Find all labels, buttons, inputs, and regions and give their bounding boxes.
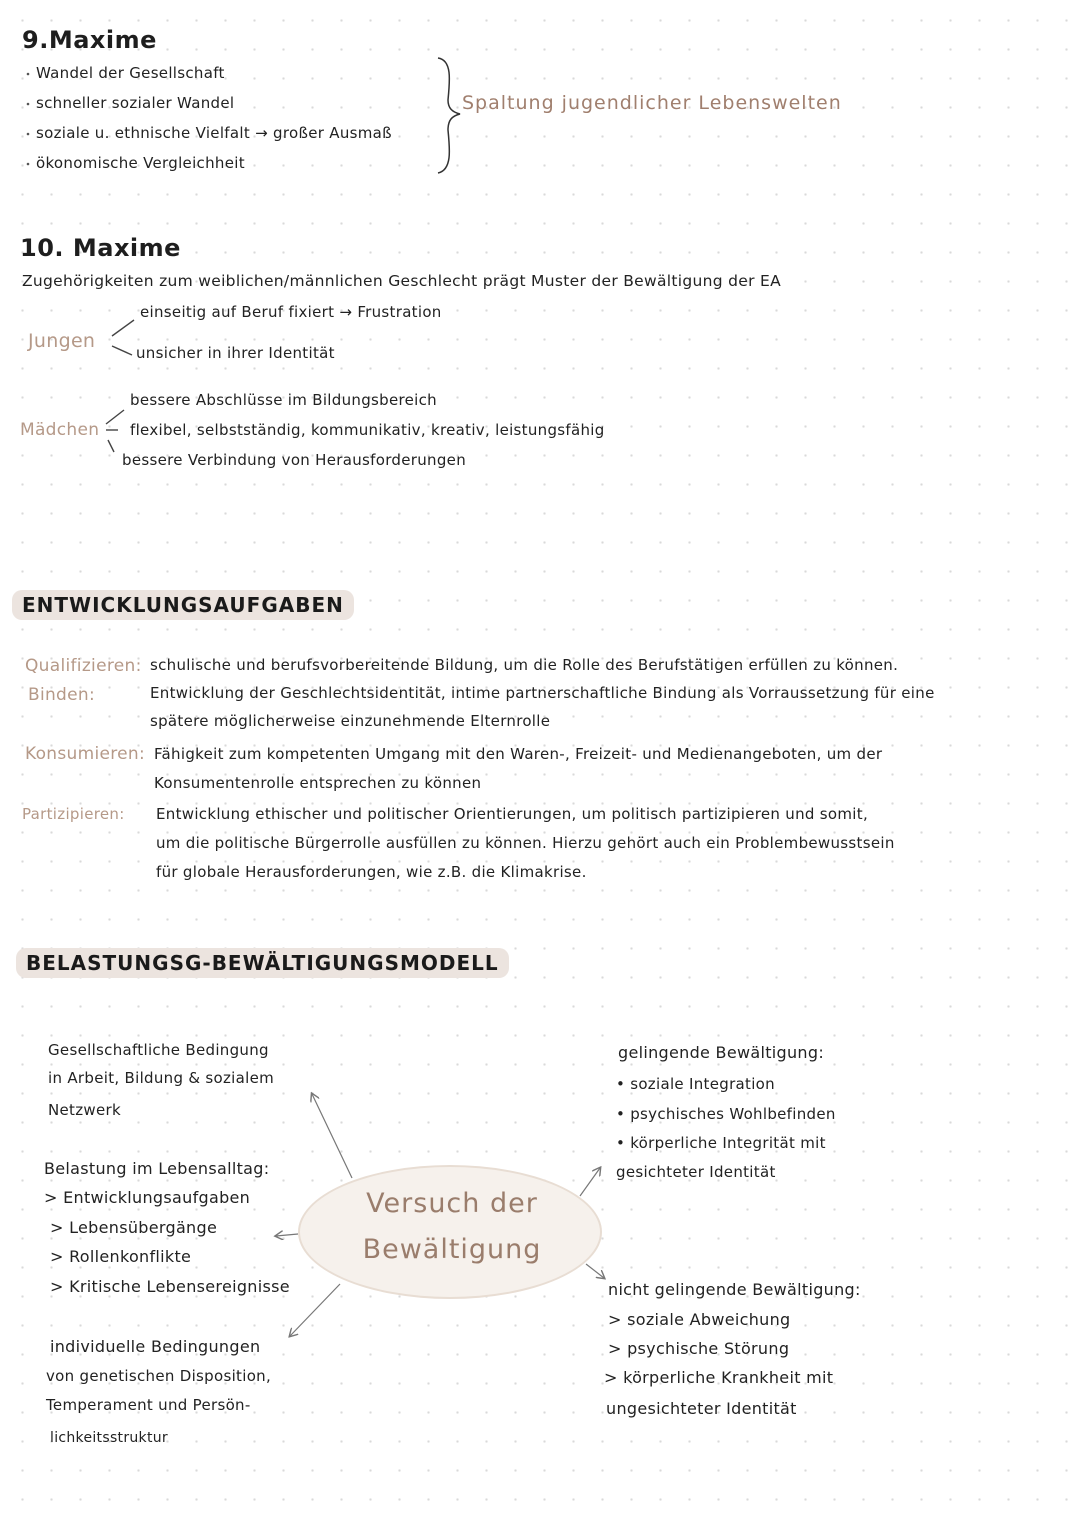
branch-line	[106, 410, 124, 424]
individuell-line: lichkeitsstruktur	[50, 1430, 168, 1446]
definition-line: schulische und berufsvorbereitende Bildung, um die Rolle des Berufstätigen erfüllen zu können.	[150, 656, 899, 674]
maxime9-conclusion: Spaltung jugendlicher Lebenswelten	[462, 92, 842, 114]
belastung-item: > Rollenkonflikte	[50, 1247, 192, 1266]
boys-item: unsicher in ihrer Identität	[136, 344, 335, 362]
gesellschaft-line: Gesellschaftliche Bedingung	[48, 1041, 269, 1059]
definition-line: Fähigkeit zum kompetenten Umgang mit den Waren-, Freizeit- und Medienangeboten, um der	[154, 745, 883, 763]
definition-line: Entwicklung der Geschlechtsidentität, intime partnerschaftliche Bindung als Vorraussetzung für eine	[150, 684, 935, 702]
arrow-up	[312, 1094, 352, 1178]
definition-line: spätere möglicherweise einzunehmende Elternrolle	[150, 712, 551, 730]
bullet	[27, 103, 30, 106]
entwicklung-title: ENTWICKLUNGSAUFGABEN	[12, 590, 354, 620]
branch-line	[112, 320, 134, 336]
arrow-left	[276, 1234, 298, 1236]
branch-line	[112, 346, 132, 355]
term-qualifizieren: Qualifizieren:	[25, 656, 142, 676]
arrow-success	[580, 1168, 600, 1196]
center-text: Versuch der	[366, 1188, 538, 1219]
individuell-line: individuelle Bedingungen	[50, 1337, 261, 1356]
nicht-item: ungesichteter Identität	[606, 1399, 797, 1418]
arrow-failure	[586, 1264, 604, 1278]
nicht-item: > körperliche Krankheit mit	[604, 1368, 834, 1387]
bullet	[27, 133, 30, 136]
maxime9-item: ökonomische Vergleichheit	[36, 154, 245, 172]
definition-line: um die politische Bürgerrolle ausfüllen zu können. Hierzu gehört auch ein Problembewusstsein	[156, 834, 895, 852]
bullet	[27, 163, 30, 166]
girls-item: bessere Verbindung von Herausforderungen	[122, 451, 467, 469]
nicht-item: > psychische Störung	[608, 1339, 790, 1358]
individuell-line: von genetischen Disposition,	[46, 1367, 272, 1385]
nicht-item: > soziale Abweichung	[608, 1310, 791, 1329]
belastung-item: > Lebensübergänge	[50, 1218, 218, 1237]
definition-line: Konsumentenrolle entsprechen zu können	[154, 774, 482, 792]
maxime9-item: soziale u. ethnische Vielfalt → großer Ausmaß	[36, 124, 392, 142]
gelingend-item: • körperliche Integrität mit	[616, 1134, 826, 1152]
maxime10-title: 10. Maxime	[20, 234, 181, 262]
belastung-item: > Kritische Lebensereignisse	[50, 1277, 290, 1296]
term-partizipieren: Partizipieren:	[22, 805, 125, 823]
maxime9-item: schneller sozialer Wandel	[36, 94, 235, 112]
brace	[438, 58, 460, 173]
girls-item: bessere Abschlüsse im Bildungsbereich	[130, 391, 437, 409]
gelingend-item: • psychisches Wohlbefinden	[616, 1105, 836, 1123]
maxime10-intro: Zugehörigkeiten zum weiblichen/männlichen Geschlecht prägt Muster der Bewältigung der EA	[22, 272, 781, 290]
boys-item: einseitig auf Beruf fixiert → Frustration	[140, 303, 442, 321]
definition-line: Entwicklung ethischer und politischer Orientierungen, um politisch partizipieren und somit,	[156, 805, 869, 823]
belastung-title: Belastung im Lebensalltag:	[44, 1159, 270, 1178]
maxime9-item: Wandel der Gesellschaft	[36, 64, 225, 82]
term-konsumieren: Konsumieren:	[25, 744, 146, 764]
nicht-title: nicht gelingende Bewältigung:	[608, 1280, 861, 1299]
arrow-down	[290, 1284, 340, 1336]
gesellschaft-line: Netzwerk	[48, 1101, 121, 1119]
branch-line	[108, 440, 114, 452]
definition-line: für globale Herausforderungen, wie z.B. die Klimakrise.	[156, 863, 587, 881]
modell-title: BELASTUNGSG-BEWÄLTIGUNGSMODELL	[16, 948, 509, 978]
belastung-item: > Entwicklungsaufgaben	[44, 1188, 251, 1207]
maxime9-title: 9.Maxime	[22, 26, 157, 54]
girls-label: Mädchen	[20, 420, 100, 440]
gelingend-title: gelingende Bewältigung:	[618, 1043, 825, 1062]
center-text: Bewältigung	[362, 1234, 542, 1265]
gesellschaft-line: in Arbeit, Bildung & sozialem	[48, 1069, 275, 1087]
term-binden: Binden:	[28, 685, 96, 705]
bullet	[27, 73, 30, 76]
boys-label: Jungen	[28, 330, 96, 352]
gelingend-item: • soziale Integration	[616, 1075, 775, 1093]
girls-item: flexibel, selbstständig, kommunikativ, kreativ, leistungsfähig	[130, 421, 605, 439]
individuell-line: Temperament und Persön-	[46, 1396, 251, 1414]
gelingend-item: gesichteter Identität	[616, 1163, 776, 1181]
